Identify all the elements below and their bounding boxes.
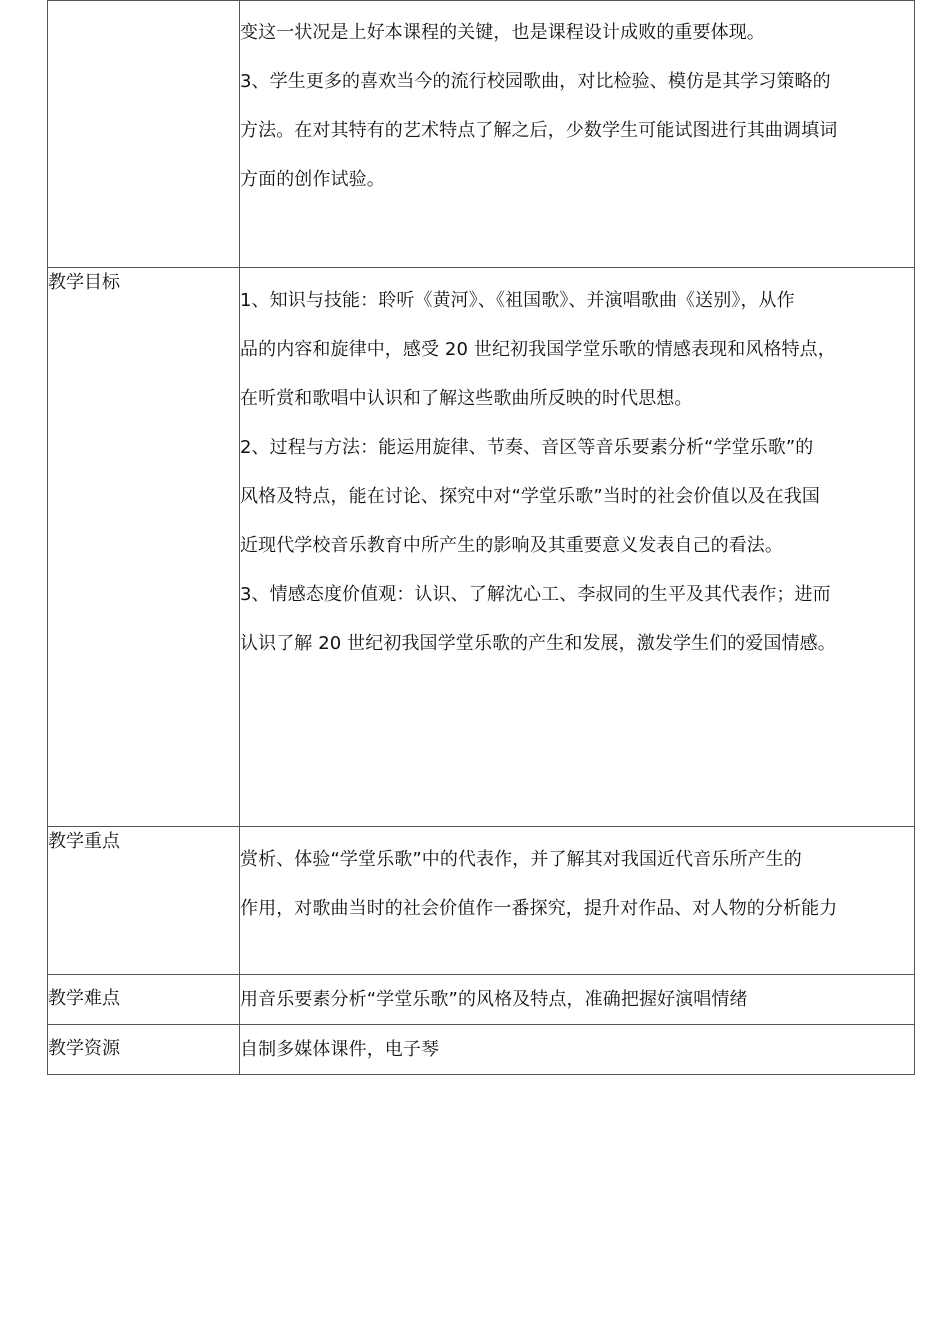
text-line: 在听赏和歌唱中认识和了解这些歌曲所反映的时代思想。 xyxy=(240,388,693,409)
table-row-teaching-difficulty xyxy=(48,975,915,1025)
text-line: 3、情感态度价值观：认识、了解沈心工、李叔同的生平及其代表作；进而 xyxy=(240,584,831,605)
text-line: 用音乐要素分析“学堂乐歌”的风格及特点，准确把握好演唱情绪 xyxy=(240,989,748,1010)
text-line: 赏析、体验“学堂乐歌”中的代表作，并了解其对我国近代音乐所产生的 xyxy=(240,849,802,870)
row-content xyxy=(240,268,915,827)
row-content xyxy=(240,827,915,975)
text-line: 变这一状况是上好本课程的关键，也是课程设计成败的重要体现。 xyxy=(240,22,765,43)
row-label: 教学难点 xyxy=(48,975,240,1025)
text-line: 1、知识与技能：聆听《黄河》、《祖国歌》、并演唱歌曲《送别》，从作 xyxy=(240,290,795,311)
row-label xyxy=(48,1,240,268)
table-row-teaching-objectives xyxy=(48,268,915,827)
row-content xyxy=(240,975,915,1025)
row-content xyxy=(240,1025,915,1075)
text-line: 3、学生更多的喜欢当今的流行校园歌曲，对比检验、模仿是其学习策略的 xyxy=(240,71,831,92)
text-line: 品的内容和旋律中，感受 20 世纪初我国学堂乐歌的情感表现和风格特点， xyxy=(240,339,836,360)
text-line: 作用，对歌曲当时的社会价值作一番探究，提升对作品、对人物的分析能力 xyxy=(240,898,838,919)
text-line: 2、过程与方法：能运用旋律、节奏、音区等音乐要素分析“学堂乐歌”的 xyxy=(240,437,814,458)
text-line: 方法。在对其特有的艺术特点了解之后，少数学生可能试图进行其曲调填词 xyxy=(240,120,838,141)
row-label: 教学资源 xyxy=(48,1025,240,1075)
table-row-learner-analysis xyxy=(48,1,915,268)
text-line: 认识了解 20 世纪初我国学堂乐歌的产生和发展，激发学生们的爱国情感。 xyxy=(240,633,836,654)
row-label: 教学重点 xyxy=(48,827,240,975)
row-label: 教学目标 xyxy=(48,268,240,827)
text-line: 风格及特点，能在讨论、探究中对“学堂乐歌”当时的社会价值以及在我国 xyxy=(240,486,820,507)
text-line: 方面的创作试验。 xyxy=(240,169,385,190)
lesson-plan-table xyxy=(47,0,915,1075)
text-line: 近现代学校音乐教育中所产生的影响及其重要意义发表自己的看法。 xyxy=(240,535,783,556)
text-line: 自制多媒体课件，电子琴 xyxy=(240,1039,440,1060)
row-content xyxy=(240,1,915,268)
table-row-teaching-resources xyxy=(48,1025,915,1075)
table-row-teaching-focus xyxy=(48,827,915,975)
